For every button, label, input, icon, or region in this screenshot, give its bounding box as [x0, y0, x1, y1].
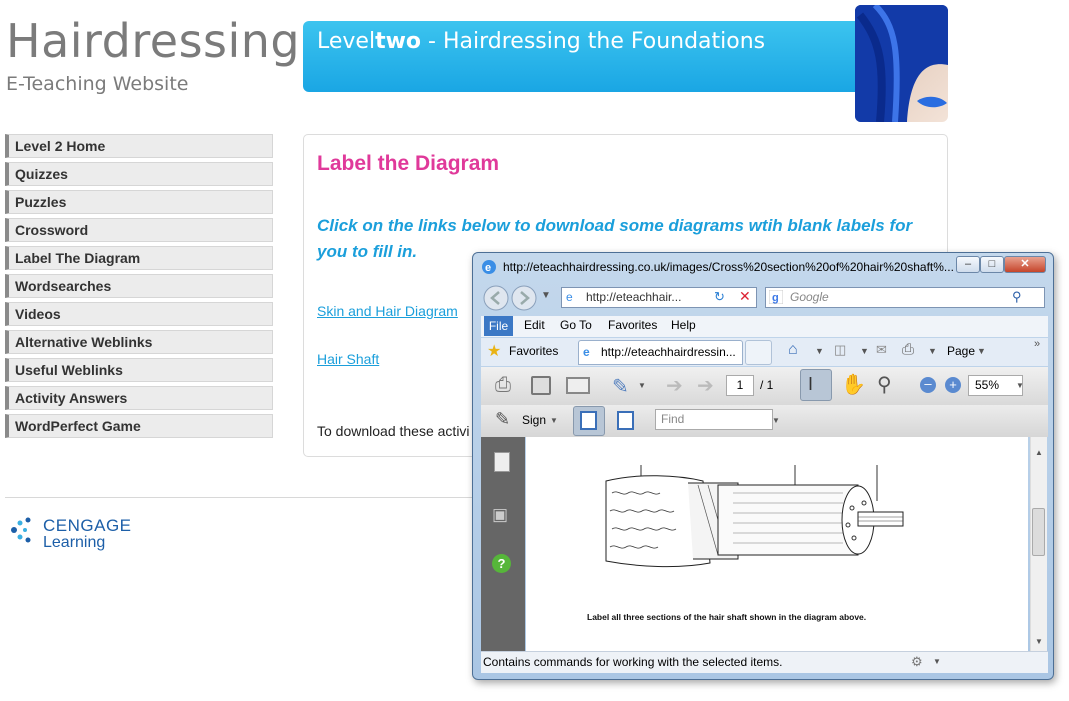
page-dropdown-icon[interactable]: ▼: [977, 346, 986, 356]
back-button[interactable]: [483, 285, 509, 316]
find-input[interactable]: Find: [655, 409, 773, 430]
select-tool-button[interactable]: [800, 369, 832, 401]
banner-model-image: [855, 5, 948, 122]
site-subtitle: E-Teaching Website: [6, 73, 189, 95]
zoom-in-icon[interactable]: +: [945, 377, 961, 393]
cengage-logo-icon: [8, 514, 40, 551]
menu-help[interactable]: Help: [671, 318, 696, 332]
fit-page-icon[interactable]: [617, 411, 634, 430]
hair-shaft-link[interactable]: Hair Shaft: [317, 351, 380, 367]
sidebar-nav: [5, 134, 273, 442]
google-icon: [769, 290, 783, 309]
download-text: To download these activi: [317, 423, 470, 439]
banner-title: Leveltwo - Hairdressing the Foundations: [317, 29, 766, 54]
help-icon[interactable]: ?: [492, 554, 511, 573]
favorites-button[interactable]: Favorites: [509, 344, 559, 358]
zoom-tool-icon[interactable]: ⚲: [877, 374, 892, 396]
forward-button[interactable]: [511, 285, 537, 316]
window-title: http://eteachhairdressing.co.uk/images/Cross%20section%20of%20hair%20shaft%...: [503, 260, 954, 274]
search-icon[interactable]: ⚲: [1012, 289, 1022, 304]
scroll-thumb[interactable]: [1032, 508, 1045, 556]
next-page-icon[interactable]: ➔: [697, 375, 714, 397]
nav-item-crossword[interactable]: Crossword: [5, 218, 273, 242]
nav-item-alternative-weblinks[interactable]: Alternative Weblinks: [5, 330, 273, 354]
page-icon: e: [566, 290, 573, 304]
nav-item-label-the-diagram[interactable]: Label The Diagram: [5, 246, 273, 270]
prev-page-icon[interactable]: ➔: [666, 375, 683, 397]
fit-width-icon: [580, 411, 597, 430]
tab-ie-icon: e: [583, 345, 590, 359]
zoom-out-icon[interactable]: –: [920, 377, 936, 393]
menu-edit[interactable]: Edit: [524, 318, 545, 332]
cengage-learning: Learning: [43, 534, 106, 551]
page-title: Label the Diagram: [317, 152, 500, 175]
footer-divider: [5, 497, 475, 498]
sign-dropdown-icon[interactable]: ▼: [550, 416, 558, 425]
nav-item-activity-answers[interactable]: Activity Answers: [5, 386, 273, 410]
page-total: / 1: [760, 378, 774, 392]
stop-icon[interactable]: ✕: [739, 288, 751, 304]
cursor-icon: I: [808, 374, 814, 394]
search-input[interactable]: Google: [765, 287, 1045, 308]
site-title: Hairdressing: [6, 14, 301, 68]
attachments-icon[interactable]: ▣: [492, 505, 509, 524]
protected-mode-icon[interactable]: ⚙: [911, 654, 923, 669]
scroll-up-icon[interactable]: ▲: [1035, 448, 1043, 457]
svg-text:g: g: [772, 292, 779, 304]
page-number-input[interactable]: 1: [726, 375, 754, 396]
email-icon[interactable]: [566, 377, 590, 394]
refresh-icon[interactable]: ↻: [714, 289, 725, 304]
menu-file[interactable]: File: [484, 316, 513, 336]
print-icon[interactable]: ⎙: [902, 341, 915, 358]
browser-tab[interactable]: http://eteachhairdressin...: [578, 340, 743, 365]
comment-dropdown-icon[interactable]: ▼: [638, 381, 646, 390]
nav-item-videos[interactable]: Videos: [5, 302, 273, 326]
hand-tool-icon[interactable]: ✋: [841, 374, 866, 396]
mail-icon[interactable]: ✉: [876, 342, 887, 357]
save-icon[interactable]: [531, 376, 551, 395]
close-button[interactable]: ✕: [1004, 256, 1046, 273]
nav-item-quizzes[interactable]: Quizzes: [5, 162, 273, 186]
page-menu[interactable]: Page: [947, 344, 976, 358]
history-dropdown-icon[interactable]: ▼: [541, 290, 551, 301]
status-dropdown-icon[interactable]: ▼: [933, 657, 941, 666]
nav-item-puzzles[interactable]: Puzzles: [5, 190, 273, 214]
zoom-input[interactable]: 55%: [968, 375, 1023, 396]
maximize-button[interactable]: □: [980, 256, 1004, 273]
pages-icon[interactable]: [494, 452, 510, 472]
status-bar: Contains commands for working with the selected items.: [481, 651, 1048, 673]
svg-text:e: e: [485, 262, 492, 274]
cengage-brand: CENGAGE: [43, 516, 132, 535]
menu-favorites[interactable]: Favorites: [608, 318, 658, 332]
nav-item-useful-weblinks[interactable]: Useful Weblinks: [5, 358, 273, 382]
ie-icon: [481, 259, 497, 280]
favorites-star-icon: ★: [487, 343, 502, 360]
feeds-dropdown-icon[interactable]: ▼: [860, 346, 869, 356]
feeds-icon[interactable]: ◫: [834, 342, 847, 357]
skin-and-hair-diagram-link[interactable]: Skin and Hair Diagram: [317, 303, 458, 319]
print-dropdown-icon[interactable]: ▼: [928, 346, 937, 356]
hair-shaft-diagram: [598, 463, 908, 593]
nav-item-level-2-home[interactable]: Level 2 Home: [5, 134, 273, 158]
nav-item-wordsearches[interactable]: Wordsearches: [5, 274, 273, 298]
sign-button[interactable]: Sign: [522, 413, 547, 427]
home-icon[interactable]: ⌂: [788, 341, 798, 358]
minimize-button[interactable]: –: [956, 256, 980, 273]
scroll-down-icon[interactable]: ▼: [1035, 637, 1043, 646]
address-bar[interactable]: http://eteachhair...: [561, 287, 757, 308]
comment-tools-icon[interactable]: ✎: [612, 376, 629, 398]
chevron-more-icon[interactable]: »: [1034, 338, 1041, 350]
pdf-print-icon[interactable]: ⎙: [495, 374, 511, 396]
nav-item-wordperfect-game[interactable]: WordPerfect Game: [5, 414, 273, 438]
home-dropdown-icon[interactable]: ▼: [815, 346, 824, 356]
new-tab-button[interactable]: [745, 340, 772, 365]
find-dropdown-icon[interactable]: ▼: [772, 416, 780, 425]
sign-pen-icon: ✎: [495, 409, 511, 429]
zoom-dropdown-icon[interactable]: ▼: [1016, 381, 1024, 390]
instruction-text: Click on the links below to download some diagrams wtih blank labels for you to fill in.: [317, 216, 913, 261]
diagram-caption: Label all three sections of the hair shaft shown in the diagram above.: [587, 612, 867, 622]
menu-go-to[interactable]: Go To: [560, 318, 592, 332]
